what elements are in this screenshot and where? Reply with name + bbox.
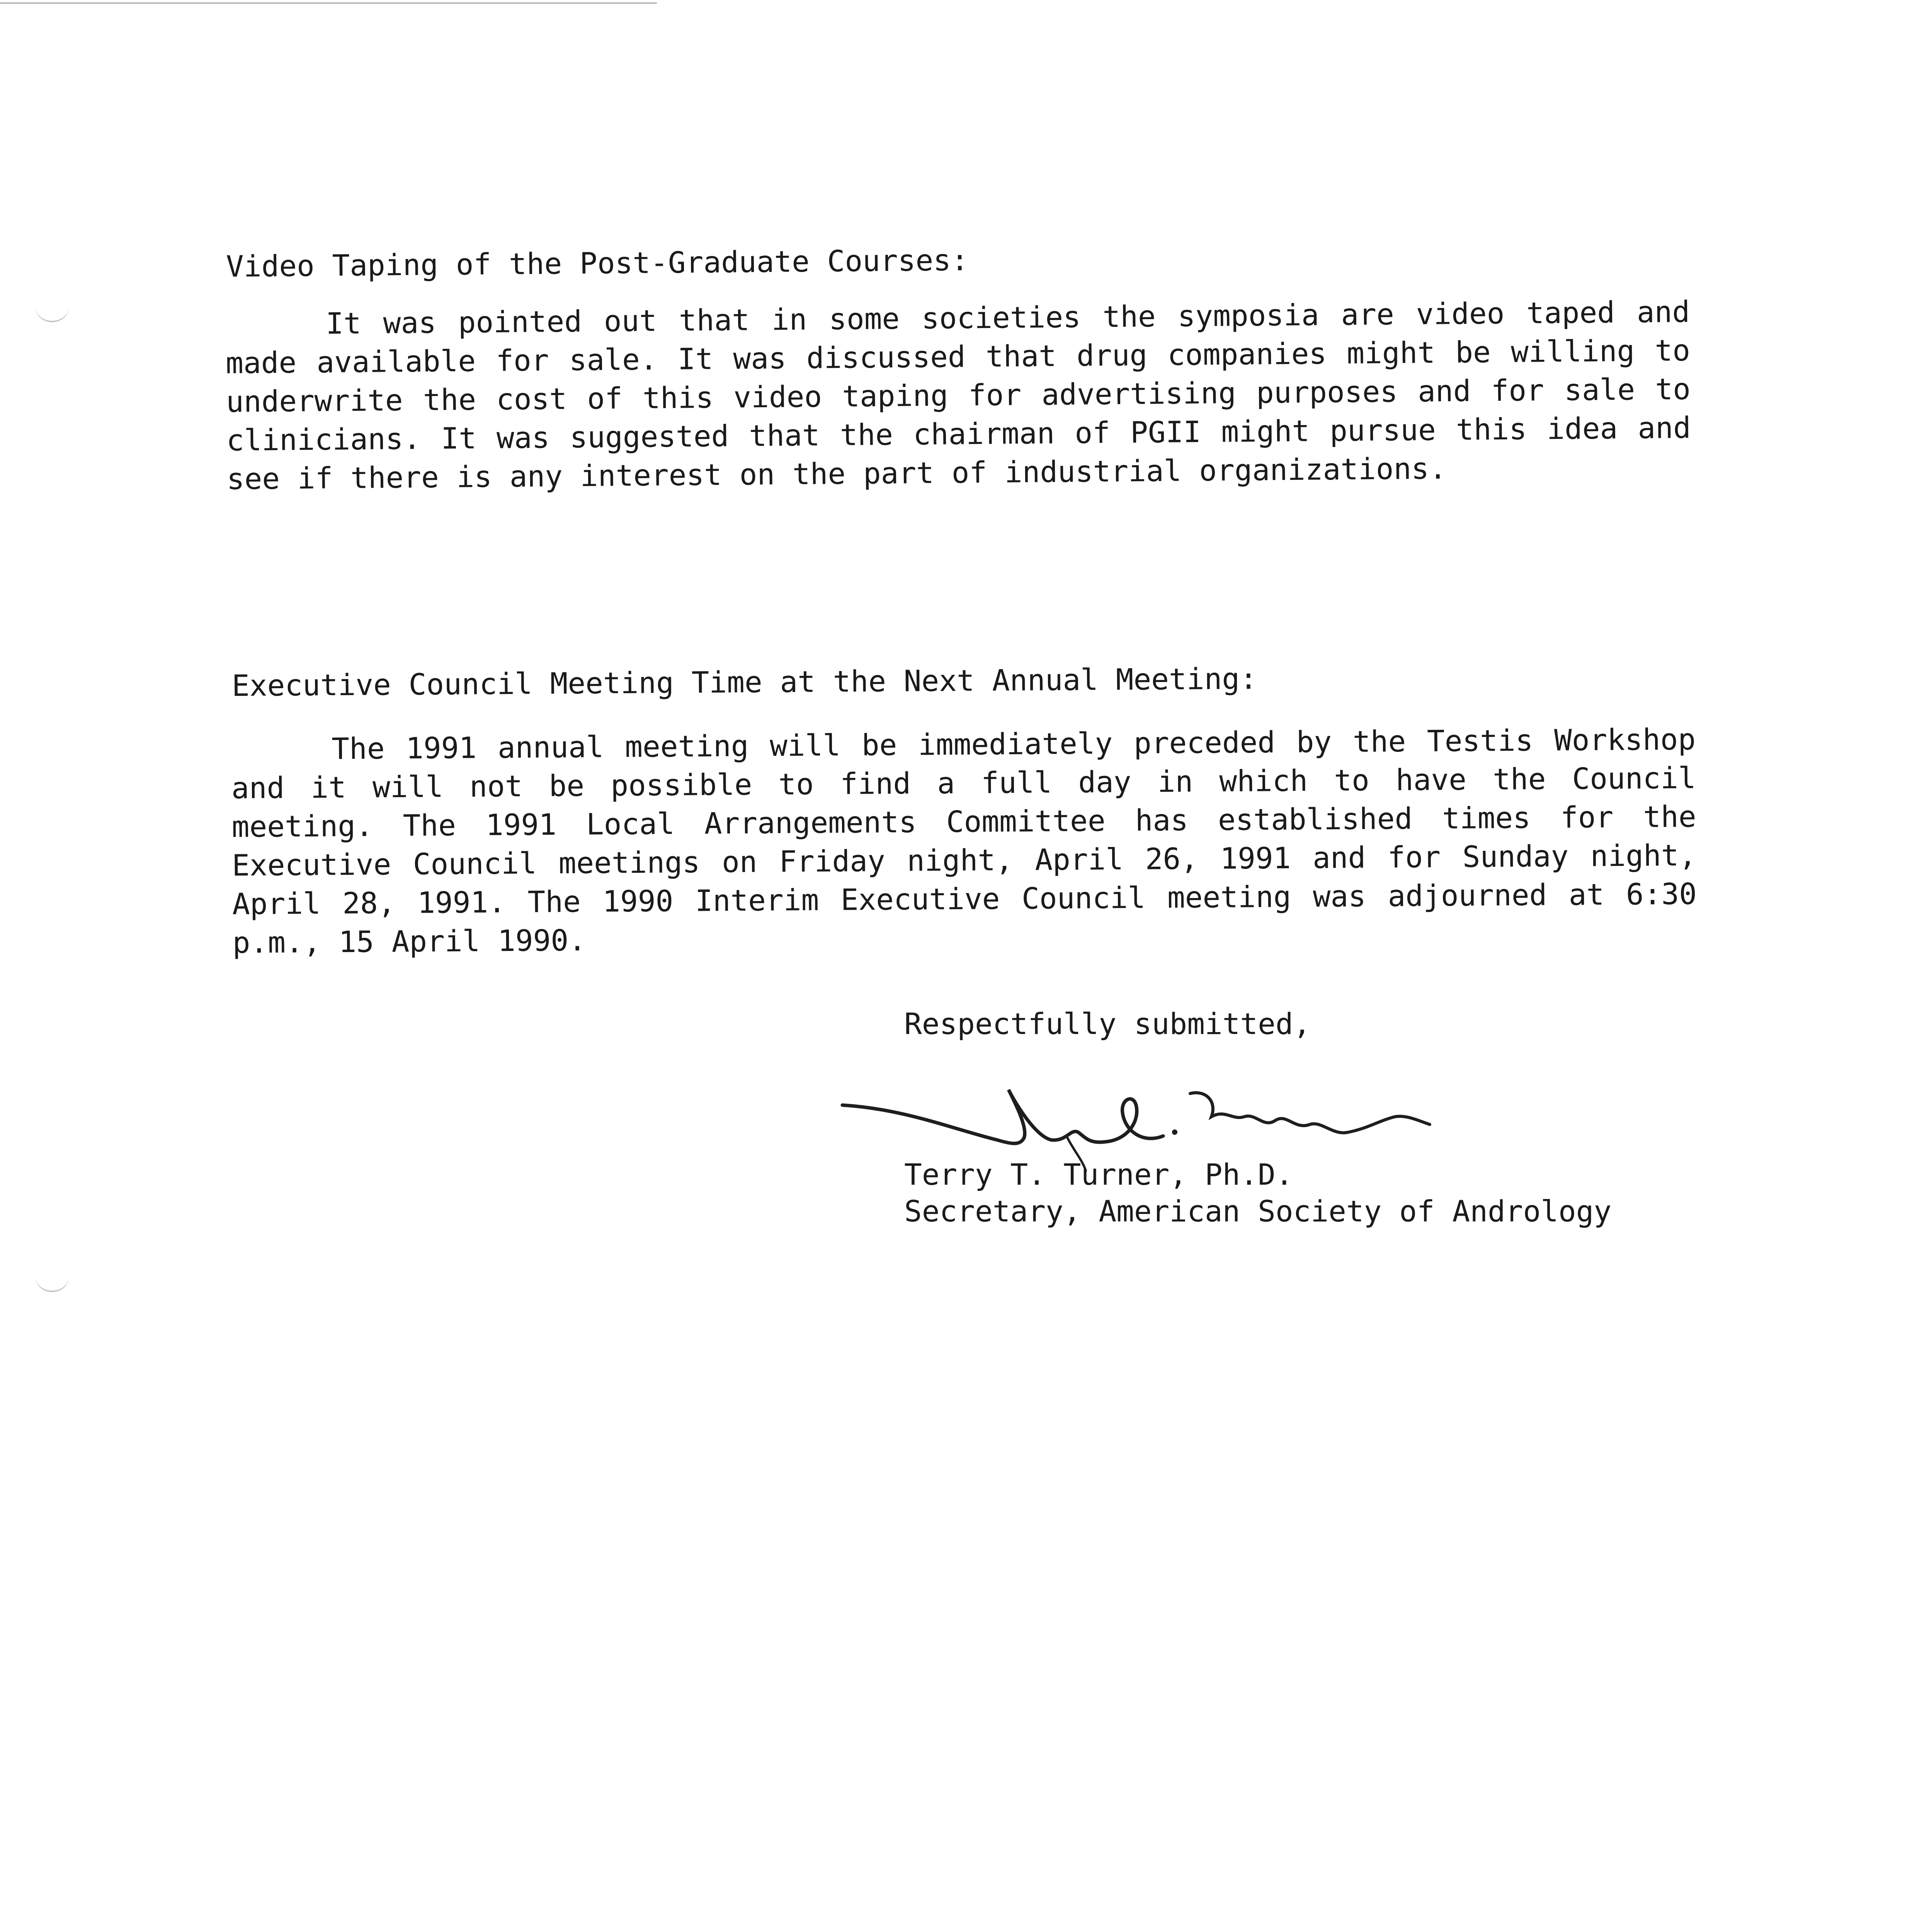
section-body-video-taping <box>225 293 1691 498</box>
signatory-name: Terry T. Turner, Ph.D. <box>904 1157 1293 1192</box>
section-body-meeting-time <box>231 720 1697 962</box>
closing-valediction: Respectfully submitted, <box>904 1007 1311 1041</box>
section-heading-video-taping: Video Taping of the Post-Graduate Courses: <box>226 243 969 284</box>
paragraph-indent <box>225 334 326 335</box>
top-edge-rule <box>0 2 657 4</box>
section-body-text: It was pointed out that in some societies the symposia are video taped and made available for sale. It was discussed that drug companies might be willing to underwrite the cost of this video taping for advertising purposes and for sale to clinicians. It was suggested that the chairman of PGII might pursue this idea and see if there is any interest on the part of industrial organizations. <box>225 294 1691 496</box>
margin-mark <box>35 1275 70 1292</box>
signatory-title: Secretary, American Society of Andrology <box>904 1194 1612 1228</box>
section-heading-meeting-time: Executive Council Meeting Time at the Next Annual Meeting: <box>231 661 1258 703</box>
margin-mark <box>35 305 70 322</box>
paragraph-indent <box>231 759 332 760</box>
section-body-text: The 1991 annual meeting will be immediately preceded by the Testis Workshop and it will not be possible to find a full day in which to have the Council meeting. The 1991 Local Arrangements Committee has established times for the Executive Council meetings on Friday night, April 26, 1991 and for Sunday night, April 28, 1991. The 1990 Interim Executive Council meeting was adjourned at 6:30 p.m., 15 April 1990. <box>231 722 1697 960</box>
